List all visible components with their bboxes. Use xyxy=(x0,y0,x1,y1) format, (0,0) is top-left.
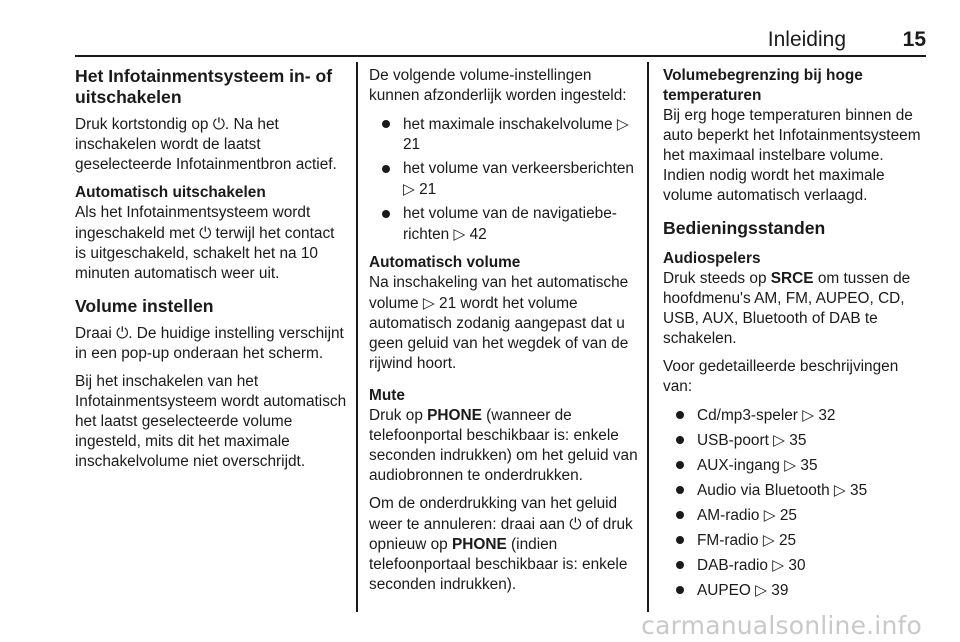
volume-settings-list xyxy=(369,114,639,245)
column-divider-2 xyxy=(647,62,649,612)
heading-audio-players: Audiospelers xyxy=(663,250,761,267)
paragraph-auto-off: Als het Infotainmentsysteem wordt ingeschakeld met ⏻ terwijl het contact is uitgeschakeld, schakelt het na 10 minuten automatisch weer uit. xyxy=(75,204,335,282)
watermark: carmanualsonline.info xyxy=(641,611,922,640)
paragraph-mute: Druk op PHONE (wanneer de telefoonportal beschikbaar is: enkele seconden indrukken) om het geluid van audiobronnen te onderdrukken. xyxy=(369,407,638,484)
bullet-icon xyxy=(676,561,684,569)
heading-mute: Mute xyxy=(369,387,405,404)
heading-on-off: Het Infotainmentsysteem in- of uitschakelen xyxy=(75,66,333,107)
list-item: FM-radio ▷ 25 xyxy=(663,530,929,551)
paragraph-volume-start: Bij het inschakelen van het Infotainmentsysteem wordt automatisch het laatst geselecteerde volume ingesteld, mits dit het maximale inschakelvolume niet overschrijdt. xyxy=(75,373,347,470)
paragraph-volume-settings: De volgende volume-instellingen kunnen afzonderlijk worden ingesteld: xyxy=(369,67,627,104)
bullet-icon xyxy=(382,120,390,128)
paragraph-on-off: Druk kortstondig op ⏻. Na het inschakelen wordt de laatst geselecteerde Infotainmentbron actief. xyxy=(75,115,337,173)
page-reference-arrow-icon: ▷ xyxy=(762,531,775,549)
page-link[interactable]: 21 xyxy=(439,295,457,312)
power-knob-icon: ⏻ xyxy=(212,115,225,133)
page-link[interactable]: 35 xyxy=(789,432,807,449)
header-divider xyxy=(75,55,926,57)
page-reference-arrow-icon: ▷ xyxy=(755,581,768,599)
page-link[interactable]: 21 xyxy=(419,181,437,198)
page-reference-arrow-icon: ▷ xyxy=(773,431,785,449)
list-item: Audio via Bluetooth ▷ 35 xyxy=(663,480,929,501)
heading-operating-modes: Bedieningsstanden xyxy=(663,218,826,238)
page-reference-arrow-icon: ▷ xyxy=(616,115,629,133)
power-knob-icon: ⏻ xyxy=(569,515,582,533)
page-reference-arrow-icon: ▷ xyxy=(763,506,776,524)
paragraph-volume: Draai ⏻. De huidige instelling verschijnt in een pop-up onderaan het scherm. xyxy=(75,324,344,362)
paragraph-unmute: Om de onderdrukking van het geluid weer te annuleren: draai aan ⏻ of druk opnieuw op PHONE (indien telefoonportaal beschikbaar is: enkele seconden indrukken). xyxy=(369,495,633,593)
page-header xyxy=(75,28,926,52)
page-reference-arrow-icon: ▷ xyxy=(802,406,815,424)
phone-key: PHONE xyxy=(452,536,507,553)
page-link[interactable]: 35 xyxy=(850,482,868,499)
page-reference-arrow-icon: ▷ xyxy=(453,225,466,243)
power-knob-icon: ⏻ xyxy=(199,224,212,242)
column-divider-1 xyxy=(356,62,358,612)
bullet-icon xyxy=(382,210,390,218)
page-link[interactable]: 25 xyxy=(779,507,797,524)
paragraph-auto-volume: Na inschakeling van het automatische volume ▷ 21 wordt het volume automatisch zodanig aangepast dat u geen geluid van het wegdek of van de rijwind hoort. xyxy=(369,274,629,372)
list-item: Cd/mp3-speler ▷ 32 xyxy=(663,405,929,426)
list-item: USB-poort ▷ 35 xyxy=(663,430,929,451)
heading-auto-off: Automatisch uitschakelen xyxy=(75,184,266,201)
list-item: het maximale inschakelvolume ▷ 21 xyxy=(369,114,639,155)
page-link[interactable]: 21 xyxy=(403,136,421,153)
bullet-icon xyxy=(676,486,684,494)
page-reference-arrow-icon: ▷ xyxy=(784,456,797,474)
heading-temp-limit: Volumebegrenzing bij hoge temperaturen xyxy=(663,67,863,104)
column-2 xyxy=(369,66,639,603)
page-number: 15 xyxy=(902,28,926,51)
page-link[interactable]: 30 xyxy=(788,557,806,574)
column-1 xyxy=(75,66,347,480)
list-item: AM-radio ▷ 25 xyxy=(663,505,929,526)
paragraph-descriptions: Voor gedetailleerde beschrijvingen van: xyxy=(663,358,899,395)
page-link[interactable]: 25 xyxy=(778,532,797,549)
bullet-icon xyxy=(676,536,684,544)
column-3 xyxy=(663,66,929,609)
bullet-icon xyxy=(676,461,684,469)
power-knob-icon: ⏻ xyxy=(116,324,129,342)
list-item: het volume van verkeersberichten ▷ 21 xyxy=(369,159,639,200)
list-item: AUPEO ▷ 39 xyxy=(663,580,929,601)
bullet-icon xyxy=(676,511,684,519)
paragraph-audio-players: Druk steeds op SRCE om tussen de hoofdmenu's AM, FM, AUPEO, CD, USB, AUX, Bluetooth of DAB te schakelen. xyxy=(663,270,911,347)
audio-source-list xyxy=(663,405,929,601)
page-reference-arrow-icon: ▷ xyxy=(403,180,415,198)
page-reference-arrow-icon: ▷ xyxy=(422,294,435,312)
page-reference-arrow-icon: ▷ xyxy=(833,481,846,499)
heading-volume: Volume instellen xyxy=(75,296,214,316)
srce-key: SRCE xyxy=(770,270,814,287)
bullet-icon xyxy=(676,586,684,594)
list-item: AUX-ingang ▷ 35 xyxy=(663,455,929,476)
bullet-icon xyxy=(676,411,684,419)
phone-key: PHONE xyxy=(427,407,482,424)
list-item: DAB-radio ▷ 30 xyxy=(663,555,929,576)
page-link[interactable]: 42 xyxy=(469,226,487,243)
bullet-icon xyxy=(382,165,390,173)
page-link[interactable]: 39 xyxy=(771,582,789,599)
bullet-icon xyxy=(676,436,684,444)
page-reference-arrow-icon: ▷ xyxy=(772,556,785,574)
paragraph-temp-limit: Bij erg hoge temperaturen binnen de auto beperkt het Infotainmentsysteem het maximaal instelbare volume. Indien nodig wordt het maximale volume automatisch verlaagd. xyxy=(663,107,921,204)
page-link[interactable]: 35 xyxy=(800,457,818,474)
list-item: het volume van de navigatieberichten ▷ 42 xyxy=(369,204,639,245)
running-title: Inleiding xyxy=(767,28,846,51)
page-link[interactable]: 32 xyxy=(818,407,836,424)
heading-auto-volume: Automatisch volume xyxy=(369,254,521,271)
